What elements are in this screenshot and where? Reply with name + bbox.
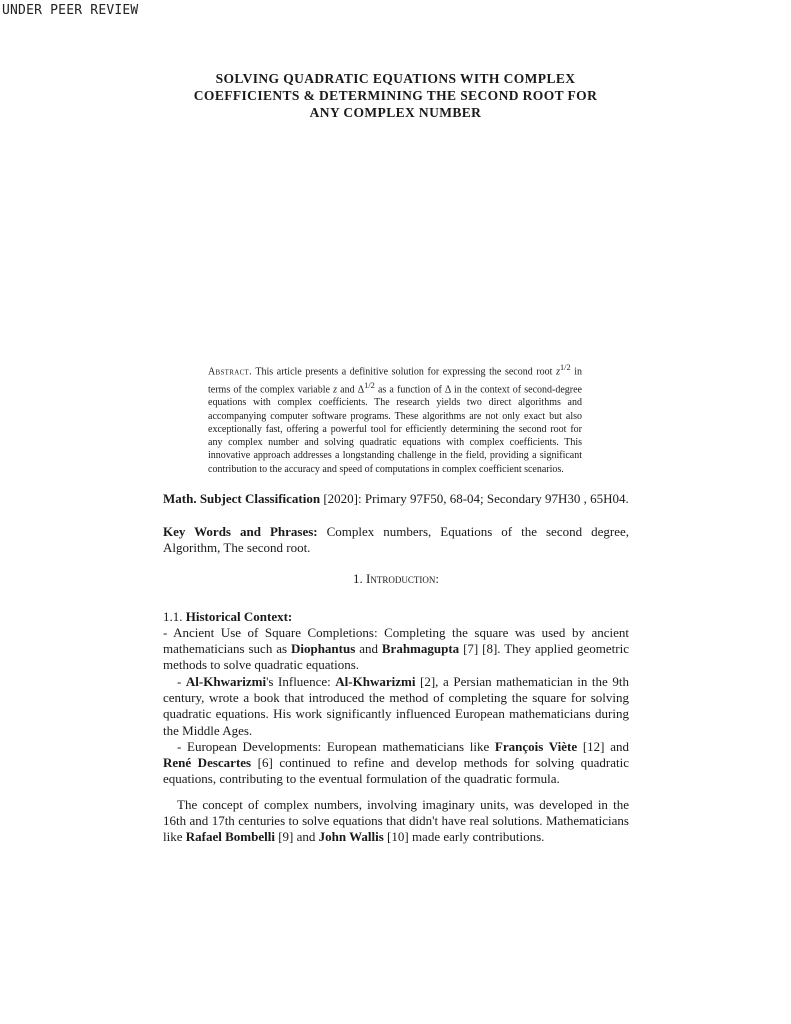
peer-review-watermark: UNDER PEER REVIEW bbox=[2, 3, 139, 18]
keywords-text: Complex numbers, Equations of the second degree, Algorithm, The second root. bbox=[163, 524, 629, 556]
name-diophantus: Diophantus bbox=[290, 641, 356, 657]
math-z: z bbox=[556, 366, 560, 378]
subsection-number: 1.1. bbox=[163, 609, 183, 624]
text-segment: and bbox=[355, 641, 382, 657]
subsection-title: Historical Context: bbox=[185, 609, 293, 624]
abstract bbox=[208, 361, 582, 476]
subsection-heading bbox=[163, 609, 629, 625]
title-line-1: SOLVING QUADRATIC EQUATIONS WITH COMPLEX bbox=[215, 71, 576, 86]
math-z-2: z bbox=[333, 383, 337, 395]
abstract-text-4: as a function of Δ in the context of second-degree equations with complex coefficients. The research yields two direct algorithms and accompanying computer software programs. These algorithms are not only exact but also exceptionally fast, offering a powerful tool for efficiently determining the second root for any complex number and solving quadratic equations with complex coefficients. This innovative approach addresses a longstanding challenge in the field, providing a significant contribution to the accuracy and speed of computations in complex coefficient scenarios. bbox=[208, 383, 582, 475]
text-segment: [9] and bbox=[274, 829, 319, 845]
text-segment: - Ancient Use of Square Completions: Completing the square was used by ancient mathematicians such as bbox=[163, 625, 629, 657]
title-line-2: COEFFICIENTS & DETERMINING THE SECOND ROOT FOR bbox=[193, 88, 598, 103]
paragraph-khwarizmi bbox=[163, 674, 629, 739]
text-segment: [12] and bbox=[577, 739, 629, 754]
abstract-label: Abstract. bbox=[208, 366, 252, 378]
paragraph-complex-numbers bbox=[163, 797, 629, 846]
keywords bbox=[163, 524, 629, 556]
math-delta-exponent: 1/2 bbox=[364, 380, 375, 390]
text-segment: The concept of complex numbers, involving imaginary units, was developed in the 16th and 17th centuries to solve equations that didn't have real solutions. Mathematicians like bbox=[163, 797, 629, 845]
paragraph-european bbox=[163, 739, 629, 788]
text-segment: [6] continued to refine and develop methods for solving quadratic equations, contributing to the eventual formulation of the quadratic formula. bbox=[163, 755, 630, 787]
name-rene-descartes: René Descartes bbox=[163, 755, 252, 771]
text-segment: [2], a Persian mathematician in the 9th century, wrote a book that introduced the method of completing the square for solving quadratic equations. His work significantly influenced European mathematicians during the Middle Ages. bbox=[163, 674, 629, 738]
name-brahmagupta: Brahmagupta bbox=[381, 641, 460, 657]
text-segment: - European Developments: European mathematicians like bbox=[177, 739, 495, 754]
section-heading bbox=[163, 571, 629, 587]
name-al-khwarizmi: Al-Khwarizmi bbox=[185, 674, 267, 689]
name-rafael-bombelli: Rafael Bombelli bbox=[185, 829, 275, 845]
abstract-text-1: This article presents a definitive solution for expressing the second root bbox=[255, 366, 557, 378]
abstract-text-2: in terms of the complex variable bbox=[208, 366, 583, 395]
title-line-3: ANY COMPLEX NUMBER bbox=[309, 105, 482, 120]
keywords-label: Key Words and Phrases: bbox=[163, 524, 318, 539]
paper-title bbox=[150, 70, 641, 121]
name-francois-viete: François Viète bbox=[494, 739, 578, 754]
paragraph-ancient bbox=[163, 625, 629, 674]
msc-text: [2020]: Primary 97F50, 68-04; Secondary 97H30 , 65H04. bbox=[320, 491, 629, 506]
name-al-khwarizmi: Al-Khwarizmi bbox=[335, 674, 416, 689]
section-number: 1. bbox=[353, 571, 363, 586]
section-title: Introduction: bbox=[366, 571, 439, 586]
msc-label: Math. Subject Classification bbox=[163, 491, 321, 506]
abstract-text-3: and Δ bbox=[337, 383, 365, 395]
text-segment: 's Influence: bbox=[266, 674, 336, 689]
name-john-wallis: John Wallis bbox=[318, 829, 384, 845]
text-segment: [7] [8]. They applied geometric methods to solve quadratic equations. bbox=[163, 641, 629, 673]
text-segment: [10] made early contributions. bbox=[383, 829, 545, 845]
subject-classification bbox=[163, 491, 629, 507]
math-z-exponent: 1/2 bbox=[559, 363, 571, 372]
text-segment: - bbox=[177, 674, 186, 689]
